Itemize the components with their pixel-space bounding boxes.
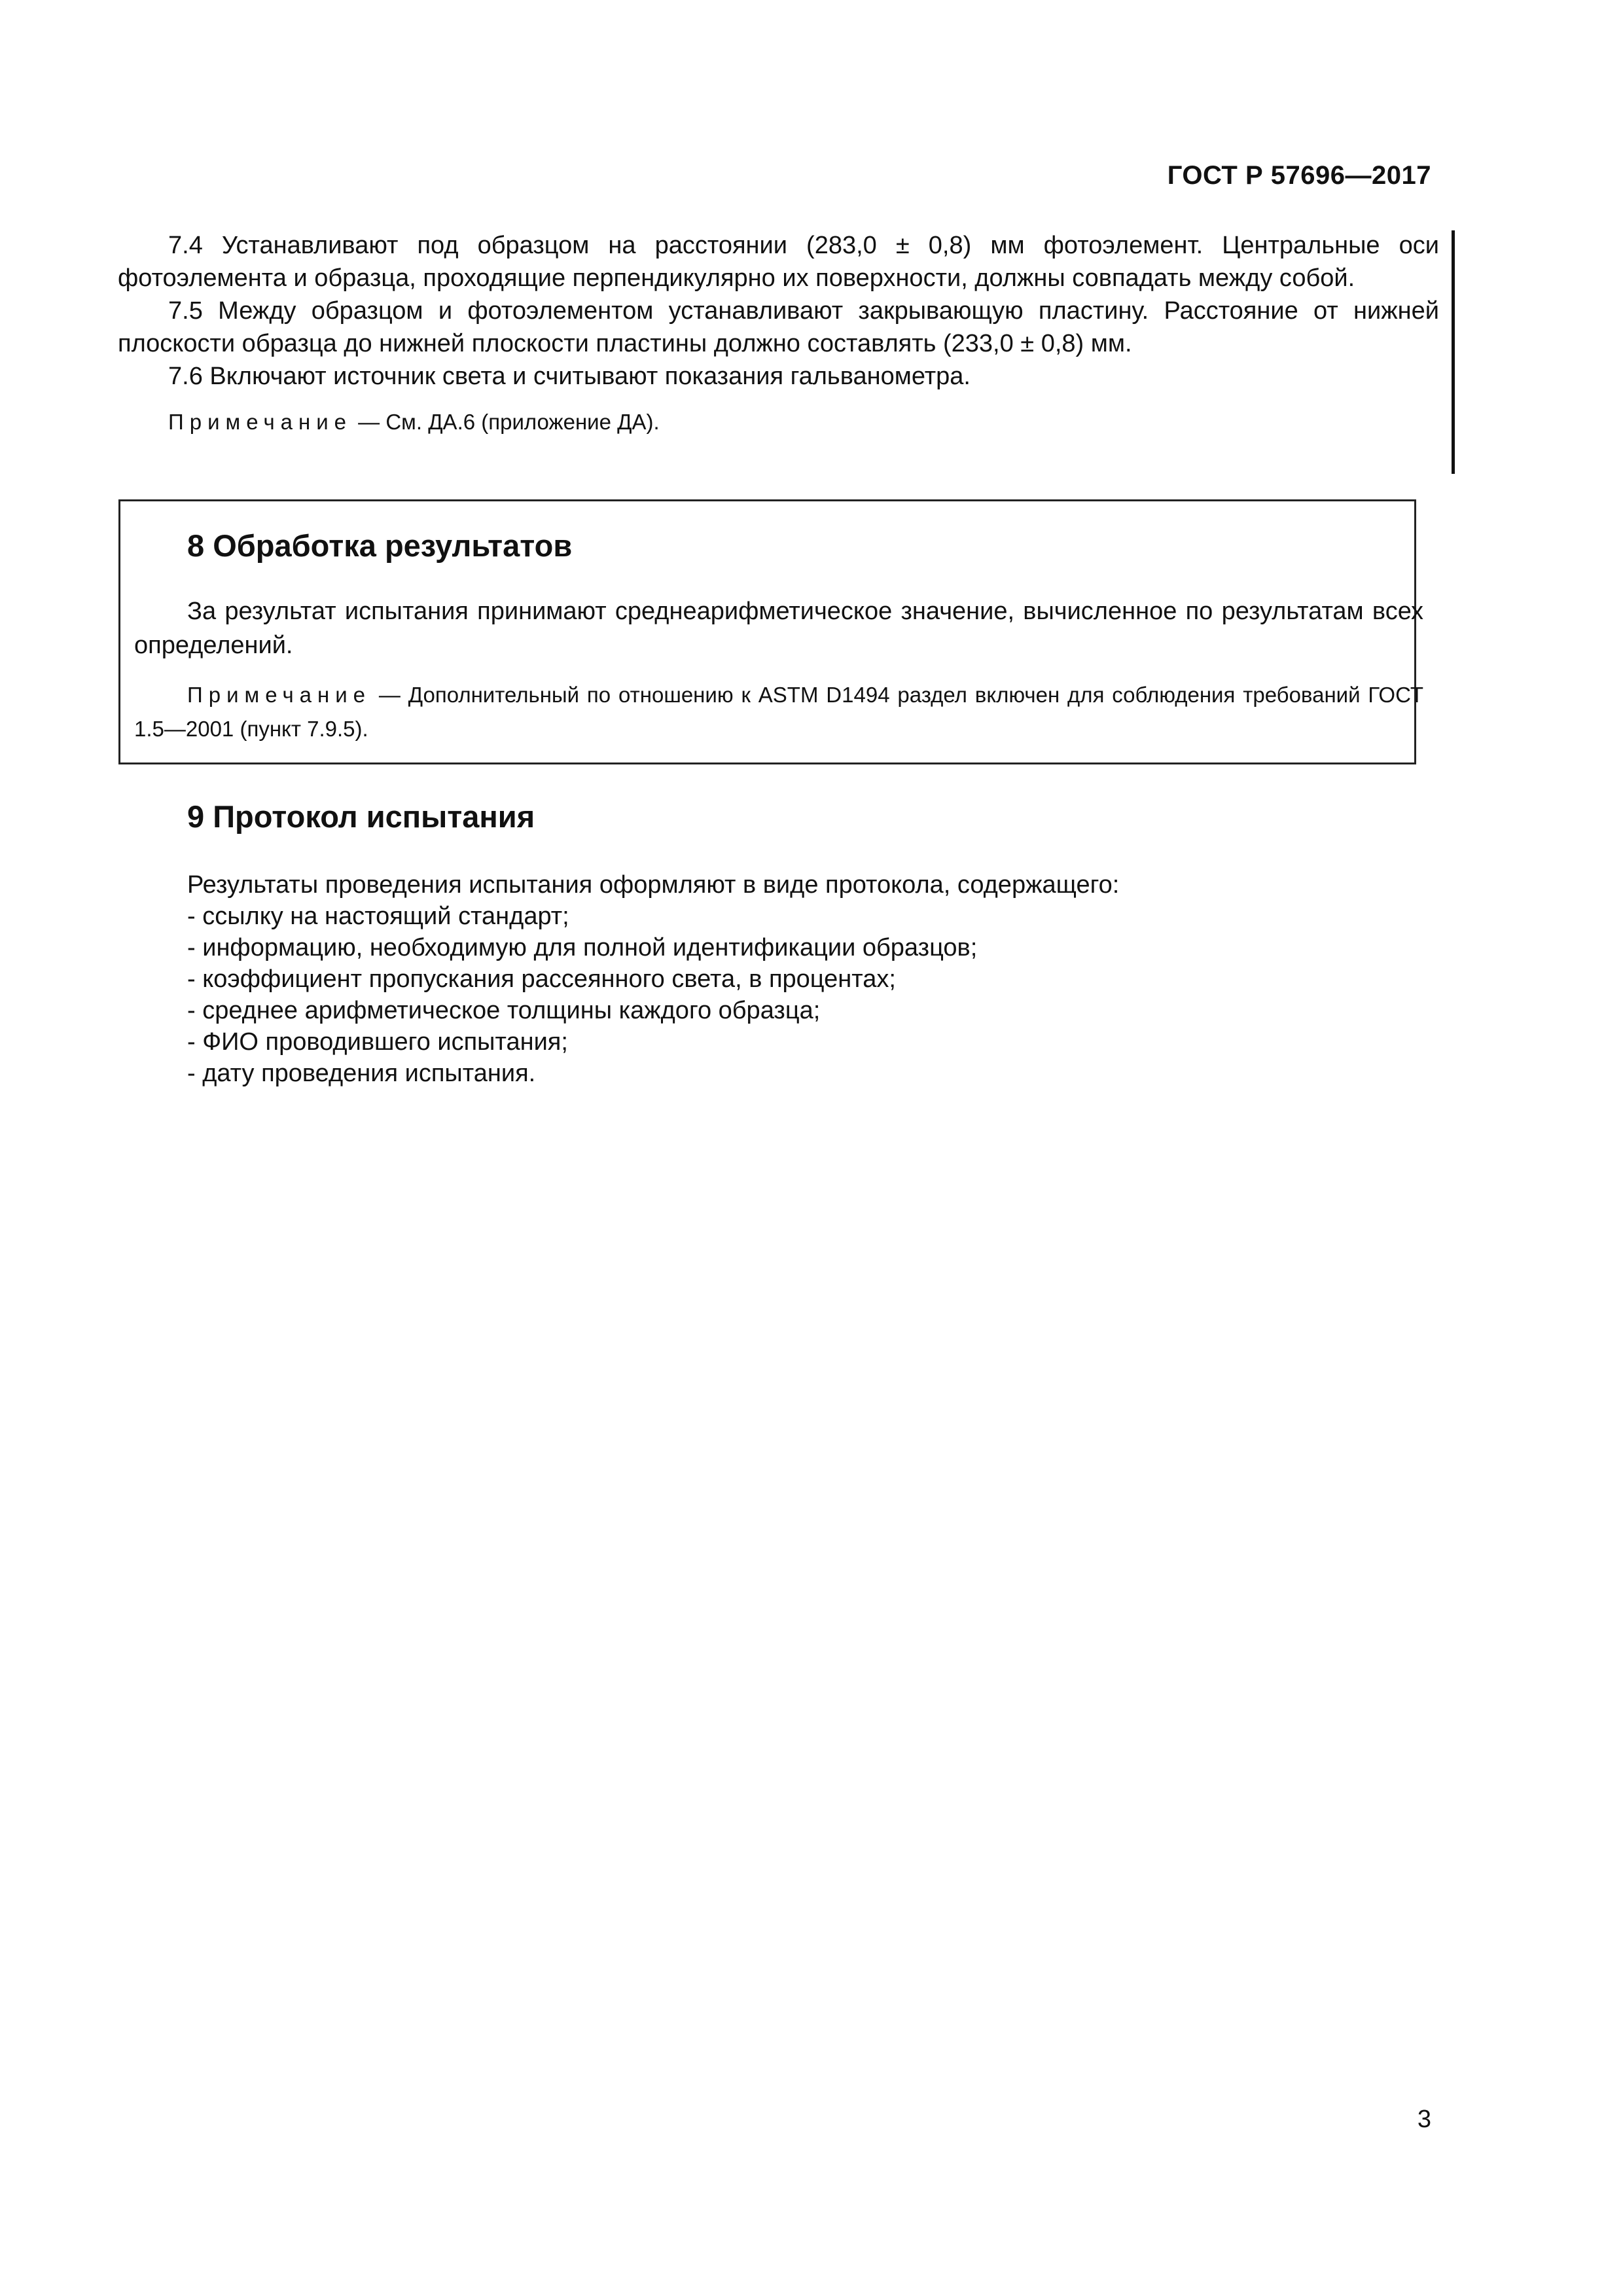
note-label: Примечание (187, 683, 372, 707)
note-label: Примечание (168, 410, 353, 434)
section-9-heading: 9 Протокол испытания (187, 799, 535, 834)
paragraph-7-6: 7.6 Включают источник света и считывают показания гальванометра. (168, 363, 971, 390)
page-number: 3 (1417, 2106, 1431, 2133)
list-item: - ФИО проводившего испытания; (187, 1028, 568, 1056)
section-7-text (118, 229, 1439, 439)
section-8-heading: 8 Обработка результатов (187, 528, 573, 563)
list-item: - ссылку на настоящий стандарт; (187, 903, 569, 930)
list-item: - дату проведения испытания. (187, 1060, 536, 1087)
paragraph-7-4: 7.4 Устанавливают под образцом на расстоянии (283,0 ± 0,8) мм фотоэлемент. Центральные оси фотоэлемента и образца, проходящие перпендикулярно их поверхности, должны совпадать между собой. (118, 232, 1439, 292)
list-item: - коэффициент пропускания рассеянного света, в процентах; (187, 965, 896, 993)
protocol-items-list (187, 901, 1431, 1089)
note-text: — См. ДА.6 (приложение ДА). (352, 410, 660, 434)
note-text: — Дополнительный по отношению к ASTM D1494 раздел включен для соблюдения требований ГОСТ 1.5—2001 (пункт 7.9.5). (134, 683, 1423, 741)
list-item: - среднее арифметическое толщины каждого образца; (187, 997, 821, 1024)
section-8-body (134, 594, 1423, 746)
document-code: ГОСТ Р 57696—2017 (1167, 161, 1431, 190)
change-bar (1452, 230, 1455, 474)
section-8-paragraph: За результат испытания принимают среднеарифметическое значение, вычисленное по результатам всех определений. (134, 598, 1423, 659)
section-9-body (187, 869, 1431, 1089)
note-8 (134, 678, 1423, 746)
paragraph-7-5: 7.5 Между образцом и фотоэлементом устанавливают закрывающую пластину. Расстояние от нижней плоскости образца до нижней плоскости пластины должно составлять (233,0 ± 0,8) мм. (118, 297, 1439, 357)
section-9-intro: Результаты проведения испытания оформляют в виде протокола, содержащего: (187, 871, 1120, 899)
note-7 (118, 406, 1439, 439)
list-item: - информацию, необходимую для полной идентификации образцов; (187, 934, 978, 961)
